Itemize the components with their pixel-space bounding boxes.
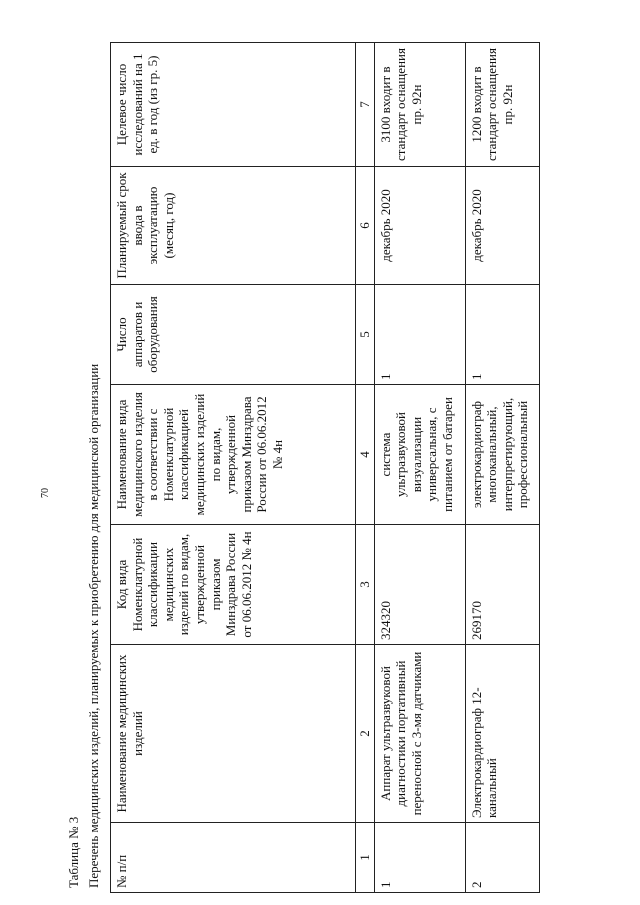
column-number: 4 [356, 385, 375, 525]
column-header: Планируемый срок ввода в эксплуатацию (месяц, год) [111, 167, 356, 285]
table-row [465, 43, 539, 893]
device-name: Аппарат ультразвуковой диагностики портативный переносной с 3-мя датчиками [374, 645, 465, 823]
table-label: Таблица № 3 [66, 816, 81, 888]
table-row [374, 43, 465, 893]
device-kind: электрокардиограф многоканальный, интерпретирующий, профессиональный [465, 385, 539, 525]
commission-date: декабрь 2020 [374, 167, 465, 285]
page-number: 70 [40, 488, 51, 498]
column-number: 3 [356, 525, 375, 645]
header-row [111, 43, 356, 893]
device-name: Электрокардиограф 12-канальный [465, 645, 539, 823]
column-header: Целевое число исследований на 1 ед. в год (из гр. 5) [111, 43, 356, 167]
column-header: Число аппаратов и оборудования [111, 285, 356, 385]
column-header: № п/п [111, 823, 356, 893]
column-number: 7 [356, 43, 375, 167]
row-number: 2 [465, 823, 539, 893]
device-count: 1 [374, 285, 465, 385]
device-kind: система ультразвуковой визуализации универсальная, с питанием от батареи [374, 385, 465, 525]
equipment-table [110, 42, 540, 893]
equipment-table-wrapper [110, 43, 540, 893]
column-number-row [356, 43, 375, 893]
column-number: 1 [356, 823, 375, 893]
column-header: Наименование медицинских изделий [111, 645, 356, 823]
row-number: 1 [374, 823, 465, 893]
column-number: 2 [356, 645, 375, 823]
column-number: 6 [356, 167, 375, 285]
column-number: 5 [356, 285, 375, 385]
device-code: 324320 [374, 525, 465, 645]
device-count: 1 [465, 285, 539, 385]
target-studies: 3100 входит в стандарт оснащения пр. 92н [374, 43, 465, 167]
column-header: Код вида Номенклатурной классификации медицинских изделий по видам, утвержденной приказом Минздрава России от 06.06.2012 № 4н [111, 525, 356, 645]
device-code: 269170 [465, 525, 539, 645]
commission-date: декабрь 2020 [465, 167, 539, 285]
column-header: Наименование вида медицинского изделия в соответствии с Номенклатурной классификацией медицинских изделий по видам, утвержденной приказом Минздрава России от 06.06.2012 № 4н [111, 385, 356, 525]
table-title: Перечень медицинских изделий, планируемых к приобретению для медицинской организации [86, 363, 101, 888]
target-studies: 1200 входит в стандарт оснащения пр. 92н [465, 43, 539, 167]
